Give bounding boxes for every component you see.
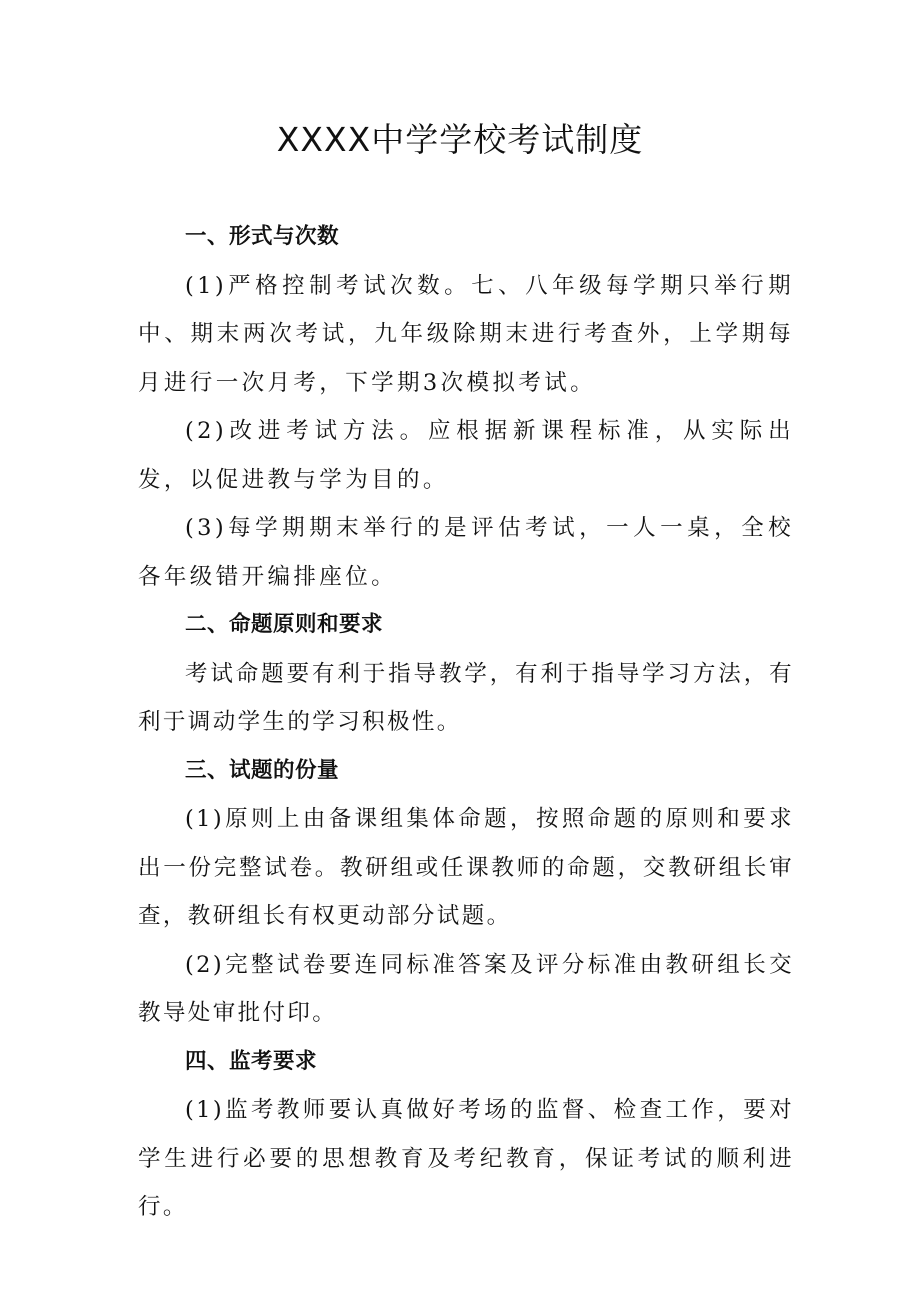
section-heading-1: 一、形式与次数 (185, 224, 340, 249)
section-4-paragraph-1: (1)监考教师要认真做好考场的监督、检查工作，要对学生进行必要的思想教育及考纪教育，保证考试的顺利进行。 (138, 1097, 794, 1220)
section-1-paragraph-1: (1)严格控制考试次数。七、八年级每学期只举行期中、期末两次考试，九年级除期末进行考查外，上学期每月进行一次月考，下学期3次模拟考试。 (138, 272, 794, 396)
document-title: XXXX中学学校考试制度 (276, 120, 644, 159)
section-1-paragraph-2: (2)改进考试方法。应根据新课程标准，从实际出发，以促进教与学为目的。 (138, 418, 794, 493)
section-heading-4: 四、监考要求 (185, 1048, 318, 1074)
section-2-paragraph-1: 考试命题要有利于指导教学，有利于指导学习方法，有利于调动学生的学习积极性。 (138, 660, 794, 735)
section-3-paragraph-1: (1)原则上由备课组集体命题，按照命题的原则和要求出一份完整试卷。教研组或任课教师的命题，交教研组长审查，教研组长有权更动部分试题。 (138, 806, 794, 929)
section-heading-2: 二、命题原则和要求 (185, 612, 384, 637)
section-3-paragraph-2: (2)完整试卷要连同标准答案及评分标准由教研组长交教导处审批付印。 (138, 951, 794, 1026)
section-heading-3: 三、试题的份量 (185, 757, 340, 783)
document-body (138, 213, 794, 1232)
section-1-paragraph-3: (3)每学期期末举行的是评估考试，一人一桌，全校各年级错开编排座位。 (138, 515, 794, 590)
